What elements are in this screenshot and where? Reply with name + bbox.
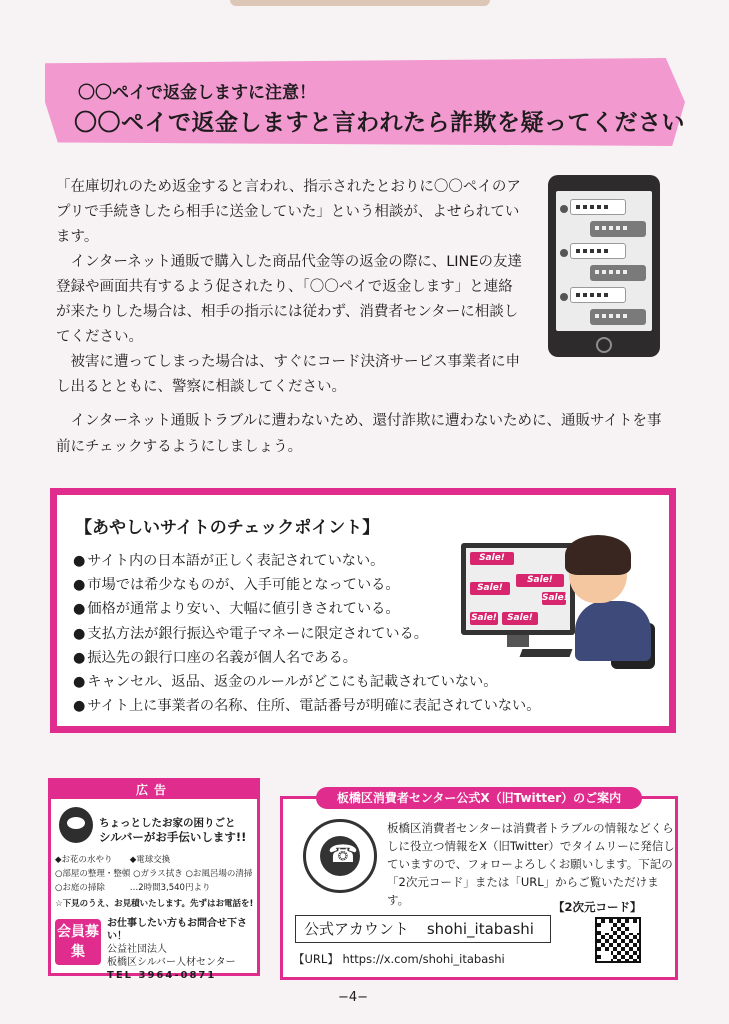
consumer-center-logo <box>303 819 377 893</box>
ad-catchphrase-main: シルバーがお手伝いします!! <box>99 830 247 844</box>
sale-label: Sale! <box>516 574 564 587</box>
article-body <box>56 175 526 400</box>
account-label: 公式アカウント <box>304 920 409 938</box>
ad-catchphrase: ちょっとしたお家の困りごと <box>99 817 236 829</box>
chat-avatar <box>560 205 568 213</box>
checkpoint-item: ● サイト内の日本語が正しく表記されていない。 <box>73 549 540 573</box>
ad-service: ○ガラス拭き <box>133 869 183 879</box>
x-info-box <box>280 796 678 980</box>
telephone-icon <box>320 836 360 876</box>
chat-avatar <box>560 293 568 301</box>
ad-service: ○部屋の整理・整頓 <box>55 869 131 879</box>
checkpoint-item: ● 支払方法が銀行振込や電子マネーに限定されている。 <box>73 622 540 646</box>
ad-phone: TEL 3964-0871 <box>107 970 217 981</box>
checkpoint-box <box>50 488 676 733</box>
shopping-site-illustration <box>461 531 657 671</box>
person-body <box>575 601 651 661</box>
ad-note: ☆下見のうえ、お見積いたします。先ずはお電話を! <box>55 899 254 909</box>
top-decoration <box>230 0 490 6</box>
qr-code-icon[interactable] <box>595 917 641 963</box>
checkpoint-item: ● 市場では希少なものが、入手可能となっている。 <box>73 573 540 597</box>
chat-bubble-outgoing <box>590 221 646 237</box>
checkpoint-item: ● キャンセル、返品、返金のルールがどこにも記載されていない。 <box>73 670 540 694</box>
checkpoint-item: ● 価格が通常より安い、大幅に値引きされている。 <box>73 597 540 621</box>
ad-service: ○お風呂場の清掃 <box>185 869 253 879</box>
article-paragraph-3: 被害に遭ってしまった場合は、すぐにコード決済サービス事業者に申し出るとともに、警察に相談してください。 <box>56 354 520 395</box>
chat-screen <box>556 191 652 331</box>
keyboard-icon <box>520 649 573 657</box>
chat-bubble-incoming <box>570 243 626 259</box>
x-info-title: 板橋区消費者センター公式X（旧Twitter）のご案内 <box>316 787 642 809</box>
sale-label: Sale! <box>542 593 568 603</box>
smartphone-illustration <box>548 175 660 357</box>
home-button-icon <box>596 337 612 353</box>
checkpoint-item: ● 振込先の銀行口座の名義が個人名である。 <box>73 646 540 670</box>
x-description: 板橋区消費者センターは消費者トラブルの情報などくらしに役立つ情報をX（旧Twitter）でタイムリーに発信していますので、フォローよろしくお願いします。下記の「2次元コード」または「URL」からご覧いただけます。 <box>387 821 675 907</box>
x-url-link[interactable]: 【URL】 https://x.com/shohi_itabashi <box>293 952 505 966</box>
chat-bubble-incoming <box>570 287 626 303</box>
sale-label: Sale! <box>470 582 510 595</box>
member-recruit-badge: 会員募集 <box>55 919 101 965</box>
sale-label: Sale! <box>502 612 538 625</box>
ad-service: ◆電球交換 <box>129 855 171 865</box>
article-paragraph-1: 「在庫切れのため返金すると言われ、指示されたとおりに〇〇ペイのアプリで手続きしたら相手に送金していた」という相談が、よせられています。 <box>56 179 521 245</box>
mascot-icon <box>59 807 93 843</box>
ad-organization: 板橋区シルバー人材センター <box>107 957 236 968</box>
monitor-icon <box>461 543 575 635</box>
chat-bubble-outgoing <box>590 265 646 281</box>
checkpoint-item: ● サイト上に事業者の名称、住所、電話番号が明確に表記されていない。 <box>73 694 540 718</box>
ad-contact-line: 公益社団法人 <box>107 944 167 955</box>
banner-subtitle: 〇〇ペイで返金しますに注意！ <box>78 83 316 103</box>
ad-header: 広告 <box>51 781 257 799</box>
chat-bubble-outgoing <box>590 309 646 325</box>
banner-title: 〇〇ペイで返金しますと言われたら詐欺を疑ってください <box>74 110 685 136</box>
ad-service: ○お庭の掃除 <box>55 883 105 893</box>
checkpoint-title: 【あやしいサイトのチェックポイント】 <box>75 518 380 538</box>
chat-bubble-incoming <box>570 199 626 215</box>
official-account <box>295 915 551 943</box>
account-handle: shohi_itabashi <box>426 920 534 938</box>
ad-price: …2時間3,540円より <box>129 883 211 893</box>
qr-label: 【2次元コード】 <box>553 900 642 914</box>
ad-service: ◆お花の水やり <box>55 855 113 865</box>
sale-label: Sale! <box>470 552 514 565</box>
ad-contact <box>107 917 257 982</box>
ad-services <box>55 853 253 895</box>
article-paragraph-4: インターネット通販トラブルに遭わないため、還付詐欺に遭わないために、通販サイトを事前にチェックするようにしましょう。 <box>56 413 662 455</box>
article-paragraph-2: インターネット通販で購入した商品代金等の返金の際に、LINEの友達登録や画面共有するよう促されたり、「〇〇ペイで返金します」と連絡が来たりした場合は、相手の指示には従わず、消費者センターに相談してください。 <box>56 254 523 345</box>
ad-contact-line: お仕事したい方もお問合せ下さい！ <box>107 918 247 942</box>
sale-label: Sale! <box>471 613 497 623</box>
chat-avatar <box>560 249 568 257</box>
person-hair <box>565 535 631 575</box>
page-number: −4− <box>338 990 369 1005</box>
advertisement-box <box>48 778 260 981</box>
